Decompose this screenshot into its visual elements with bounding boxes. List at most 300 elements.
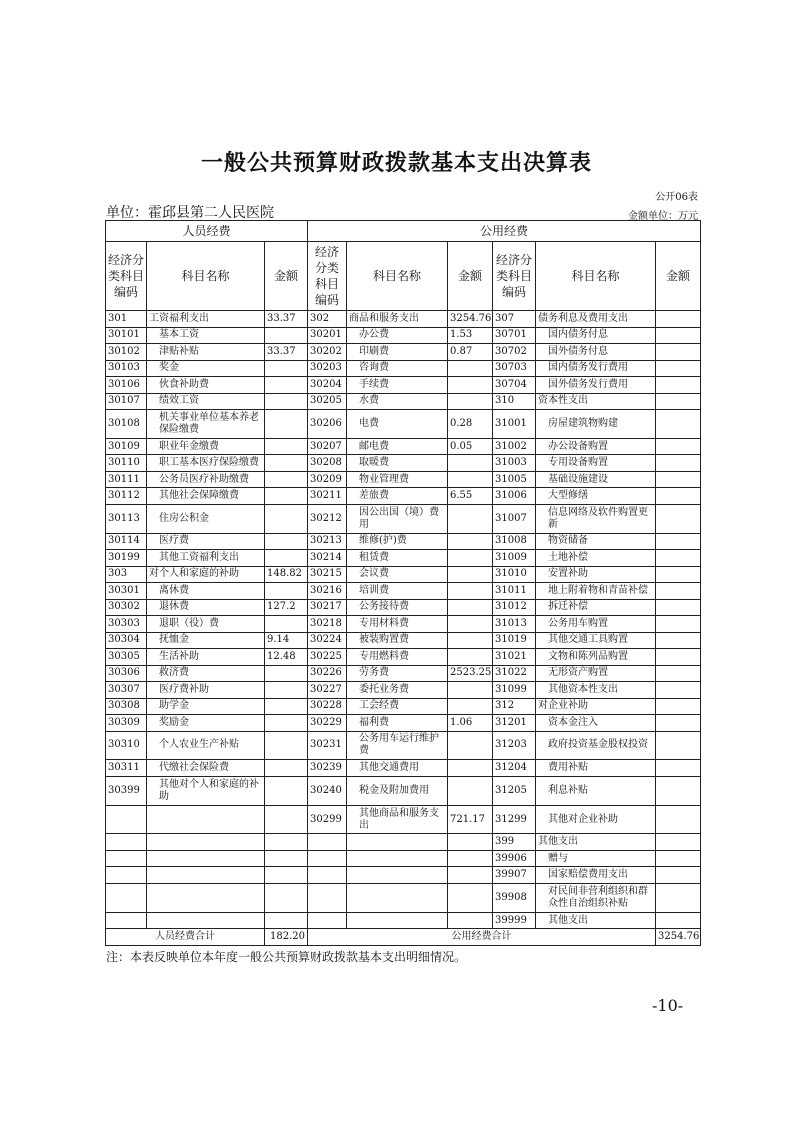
cell-code: 30307 [106,682,147,699]
cell-amount [448,912,493,929]
cell-amount [448,731,493,760]
cell-amount [656,393,701,410]
cell-amount [656,867,701,884]
cell-name: 资本性支出 [536,393,656,410]
cell-amount [656,715,701,732]
header-amount: 金额 [265,242,308,311]
cell-amount [265,867,308,884]
table-row [106,311,701,328]
header-code: 经济分类科目编码 [493,242,536,311]
cell-code: 31204 [493,760,536,777]
cell-code: 31022 [493,665,536,682]
cell-code: 30111 [106,471,147,488]
table-row [106,834,701,851]
cell-code: 30113 [106,504,147,533]
cell-name: 公务用车购置 [536,616,656,633]
cell-code: 30299 [308,805,347,834]
cell-code: 39906 [493,850,536,867]
cell-name: 工资福利支出 [147,311,265,328]
cell-code: 30214 [308,550,347,567]
cell-name: 职业年金缴费 [147,438,265,455]
cell-amount: 0.05 [448,438,493,455]
cell-code [308,834,347,851]
cell-amount [265,583,308,600]
cell-amount [656,682,701,699]
cell-code [106,912,147,929]
cell-amount [656,566,701,583]
cell-code: 30114 [106,533,147,550]
cell-name: 医疗费补助 [147,682,265,699]
cell-name: 国外债务发行费用 [536,377,656,394]
cell-name: 利息补贴 [536,776,656,805]
page-number: -10- [652,996,684,1015]
cell-code: 30103 [106,360,147,377]
cell-amount [656,550,701,567]
cell-code: 30209 [308,471,347,488]
cell-name: 离休费 [147,583,265,600]
cell-code: 30228 [308,698,347,715]
cell-code: 30703 [493,360,536,377]
table-row [106,912,701,929]
cell-code: 30218 [308,616,347,633]
cell-code: 30112 [106,488,147,505]
table-row [106,566,701,583]
cell-name: 公务接待费 [347,599,448,616]
cell-amount [265,715,308,732]
table-row [106,393,701,410]
cell-code: 30217 [308,599,347,616]
cell-name: 水费 [347,393,448,410]
cell-code: 30309 [106,715,147,732]
totals-row [106,929,701,946]
cell-name: 债务利息及费用支出 [536,311,656,328]
cell-name: 绩效工资 [147,393,265,410]
cell-amount [656,599,701,616]
cell-code: 31012 [493,599,536,616]
cell-name: 维修(护)费 [347,533,448,550]
cell-code: 31099 [493,682,536,699]
cell-name: 咨询费 [347,360,448,377]
cell-amount [448,533,493,550]
cell-name [147,834,265,851]
cell-name: 商品和服务支出 [347,311,448,328]
cell-name: 救济费 [147,665,265,682]
cell-amount [448,393,493,410]
cell-amount [656,344,701,361]
cell-code: 307 [493,311,536,328]
cell-name [347,850,448,867]
cell-name [347,883,448,912]
cell-amount: 0.28 [448,410,493,439]
cell-code: 30204 [308,377,347,394]
cell-name: 代缴社会保险费 [147,760,265,777]
table-row [106,682,701,699]
table-row [106,344,701,361]
cell-code: 30108 [106,410,147,439]
cell-name: 个人农业生产补贴 [147,731,265,760]
cell-amount [265,471,308,488]
cell-name: 其他交通工具购置 [536,632,656,649]
cell-name [347,912,448,929]
table-row [106,504,701,533]
cell-amount [265,438,308,455]
money-unit: 金额单位：万元 [628,211,698,222]
cell-name: 其他社会保障缴费 [147,488,265,505]
cell-amount [448,649,493,666]
cell-amount [656,504,701,533]
cell-name: 无形资产购置 [536,665,656,682]
cell-code: 30202 [308,344,347,361]
cell-code: 31203 [493,731,536,760]
public-total: 3254.76 [656,929,701,946]
cell-name: 信息网络及软件购置更新 [536,504,656,533]
table-row [106,616,701,633]
cell-name: 专用材料费 [347,616,448,633]
cell-code: 31013 [493,616,536,633]
cell-name: 其他对个人和家庭的补助 [147,776,265,805]
cell-amount [656,776,701,805]
cell-code: 30240 [308,776,347,805]
cell-code: 31007 [493,504,536,533]
cell-amount [265,360,308,377]
cell-name: 伙食补助费 [147,377,265,394]
table-row [106,438,701,455]
cell-name: 津贴补贴 [147,344,265,361]
cell-amount [265,504,308,533]
cell-code: 30211 [308,488,347,505]
cell-amount [265,682,308,699]
cell-amount [656,632,701,649]
table-row [106,632,701,649]
cell-name: 电费 [347,410,448,439]
cell-amount [656,805,701,834]
cell-name: 助学金 [147,698,265,715]
cell-amount [656,488,701,505]
page-title: 一般公共预算财政拨款基本支出决算表 [200,150,592,176]
table-row [106,360,701,377]
cell-name [347,867,448,884]
table-row [106,760,701,777]
cell-name: 因公出国（境）费用 [347,504,448,533]
cell-amount [265,760,308,777]
cell-code: 31003 [493,455,536,472]
cell-code: 30206 [308,410,347,439]
cell-code: 310 [493,393,536,410]
cell-amount [656,327,701,344]
public-total-label: 公用经费合计 [308,929,656,946]
personnel-total-label: 人员经费合计 [106,929,265,946]
cell-code: 30229 [308,715,347,732]
cell-name: 印刷费 [347,344,448,361]
cell-amount [265,410,308,439]
table-row [106,665,701,682]
cell-amount: 1.06 [448,715,493,732]
cell-code [106,834,147,851]
cell-amount [448,471,493,488]
cell-name [347,834,448,851]
cell-amount: 0.87 [448,344,493,361]
cell-code: 30704 [493,377,536,394]
cell-code [308,850,347,867]
cell-code: 312 [493,698,536,715]
cell-name: 房屋建筑物购建 [536,410,656,439]
column-header-row [106,242,701,311]
cell-name: 福利费 [347,715,448,732]
cell-name: 住房公积金 [147,504,265,533]
cell-name: 税金及附加费用 [347,776,448,805]
cell-code: 399 [493,834,536,851]
cell-amount [656,698,701,715]
cell-name: 办公设备购置 [536,438,656,455]
cell-amount [656,438,701,455]
table-row [106,377,701,394]
cell-code: 30205 [308,393,347,410]
cell-amount [448,583,493,600]
cell-code: 30231 [308,731,347,760]
cell-amount: 148.82 [265,566,308,583]
cell-amount [656,377,701,394]
cell-name: 文物和陈列品购置 [536,649,656,666]
cell-code: 301 [106,311,147,328]
cell-amount [265,698,308,715]
cell-amount [265,912,308,929]
cell-amount [265,883,308,912]
cell-amount [265,393,308,410]
header-amount: 金额 [448,242,493,311]
cell-code: 31019 [493,632,536,649]
cell-code: 30203 [308,360,347,377]
cell-code: 30101 [106,327,147,344]
cell-name: 劳务费 [347,665,448,682]
cell-code: 303 [106,566,147,583]
cell-code [308,912,347,929]
cell-name: 国内债务发行费用 [536,360,656,377]
cell-amount [265,377,308,394]
cell-code: 30208 [308,455,347,472]
cell-name: 奖励金 [147,715,265,732]
table-row [106,883,701,912]
cell-name: 退休费 [147,599,265,616]
cell-amount [265,455,308,472]
cell-name: 奖金 [147,360,265,377]
cell-amount [448,760,493,777]
cell-name: 其他交通费用 [347,760,448,777]
cell-code: 30702 [493,344,536,361]
cell-amount [656,583,701,600]
cell-amount: 127.2 [265,599,308,616]
cell-amount [265,776,308,805]
cell-amount [265,665,308,682]
cell-name: 物业管理费 [347,471,448,488]
table-row [106,550,701,567]
cell-code: 30225 [308,649,347,666]
cell-name: 专用燃料费 [347,649,448,666]
cell-code: 30303 [106,616,147,633]
cell-code: 30302 [106,599,147,616]
cell-amount [448,377,493,394]
cell-amount [448,632,493,649]
table-row [106,731,701,760]
cell-name: 医疗费 [147,533,265,550]
cell-name: 国内债务付息 [536,327,656,344]
cell-name: 费用补贴 [536,760,656,777]
cell-code: 31001 [493,410,536,439]
cell-name: 工会经费 [347,698,448,715]
cell-amount [448,616,493,633]
cell-name: 被装购置费 [347,632,448,649]
cell-amount [265,805,308,834]
cell-name: 取暖费 [347,455,448,472]
cell-name: 培训费 [347,583,448,600]
cell-amount [656,665,701,682]
cell-amount [448,550,493,567]
table-row [106,776,701,805]
cell-code: 30212 [308,504,347,533]
cell-amount: 6.55 [448,488,493,505]
cell-amount [448,883,493,912]
cell-name: 物资储备 [536,533,656,550]
cell-name: 办公费 [347,327,448,344]
personnel-total: 182.20 [265,929,308,946]
cell-amount [656,834,701,851]
cell-amount [656,760,701,777]
cell-amount: 33.37 [265,311,308,328]
cell-code: 31010 [493,566,536,583]
table-row [106,715,701,732]
table-row [106,867,701,884]
cell-code: 39999 [493,912,536,929]
header-name: 科目名称 [536,242,656,311]
cell-name: 基础设施建设 [536,471,656,488]
cell-amount [656,471,701,488]
cell-code: 30213 [308,533,347,550]
cell-amount: 33.37 [265,344,308,361]
cell-code [106,850,147,867]
cell-name: 其他工资福利支出 [147,550,265,567]
cell-name: 其他支出 [536,912,656,929]
cell-name [147,883,265,912]
header-code: 经济分类科目编码 [308,242,347,311]
cell-amount [448,682,493,699]
cell-name: 其他资本性支出 [536,682,656,699]
cell-name: 安置补助 [536,566,656,583]
cell-amount: 3254.76 [448,311,493,328]
cell-amount: 1.53 [448,327,493,344]
cell-amount [656,360,701,377]
cell-code: 30109 [106,438,147,455]
cell-amount [656,616,701,633]
table-row [106,850,701,867]
cell-amount [656,311,701,328]
group-public: 公用经费 [308,221,701,242]
cell-name: 退职（役）费 [147,616,265,633]
cell-name: 邮电费 [347,438,448,455]
cell-name: 生活补助 [147,649,265,666]
cell-amount: 9.14 [265,632,308,649]
cell-name: 会议费 [347,566,448,583]
cell-amount [265,327,308,344]
cell-code: 31009 [493,550,536,567]
cell-code: 30305 [106,649,147,666]
cell-name: 其他支出 [536,834,656,851]
form-number: 公开06表 [655,192,698,203]
cell-amount [265,533,308,550]
group-personnel: 人员经费 [106,221,308,242]
cell-name: 资本金注入 [536,715,656,732]
cell-name: 对企业补助 [536,698,656,715]
cell-name [147,912,265,929]
header-name: 科目名称 [347,242,448,311]
cell-name: 赠与 [536,850,656,867]
cell-amount [656,533,701,550]
reporting-unit: 单位：霍邱县第二人民医院 [106,205,274,221]
cell-amount [448,850,493,867]
cell-name: 手续费 [347,377,448,394]
cell-code: 302 [308,311,347,328]
cell-code [106,867,147,884]
cell-name: 其他商品和服务支出 [347,805,448,834]
table-row [106,327,701,344]
cell-name [147,805,265,834]
header-name: 科目名称 [147,242,265,311]
cell-amount [448,455,493,472]
cell-name: 专用设备购置 [536,455,656,472]
cell-name [147,867,265,884]
cell-amount [448,698,493,715]
cell-amount: 12.48 [265,649,308,666]
cell-amount [656,731,701,760]
cell-amount [448,599,493,616]
cell-name: 机关事业单位基本养老保险缴费 [147,410,265,439]
cell-code: 30399 [106,776,147,805]
group-header-row [106,221,701,242]
cell-name: 委托业务费 [347,682,448,699]
cell-code: 31006 [493,488,536,505]
cell-amount [448,867,493,884]
cell-amount [448,776,493,805]
cell-code: 30207 [308,438,347,455]
cell-code: 39907 [493,867,536,884]
cell-code: 30701 [493,327,536,344]
cell-code: 30224 [308,632,347,649]
cell-code: 31005 [493,471,536,488]
cell-name: 拆迁补偿 [536,599,656,616]
cell-code: 31011 [493,583,536,600]
cell-code: 30311 [106,760,147,777]
cell-amount [448,504,493,533]
cell-amount [656,912,701,929]
cell-amount [265,488,308,505]
table-row [106,649,701,666]
cell-code: 30110 [106,455,147,472]
cell-code: 30201 [308,327,347,344]
cell-amount [656,649,701,666]
cell-code: 30301 [106,583,147,600]
cell-code [106,883,147,912]
cell-amount [265,834,308,851]
expenditure-table [105,220,701,946]
footnote: 注：本表反映单位本年度一般公共预算财政拨款基本支出明细情况。 [106,950,467,964]
cell-code [308,867,347,884]
table-row [106,533,701,550]
cell-code: 30226 [308,665,347,682]
cell-code: 30216 [308,583,347,600]
cell-amount: 721.17 [448,805,493,834]
cell-amount [265,616,308,633]
cell-amount [448,566,493,583]
table-row [106,805,701,834]
cell-name: 租赁费 [347,550,448,567]
